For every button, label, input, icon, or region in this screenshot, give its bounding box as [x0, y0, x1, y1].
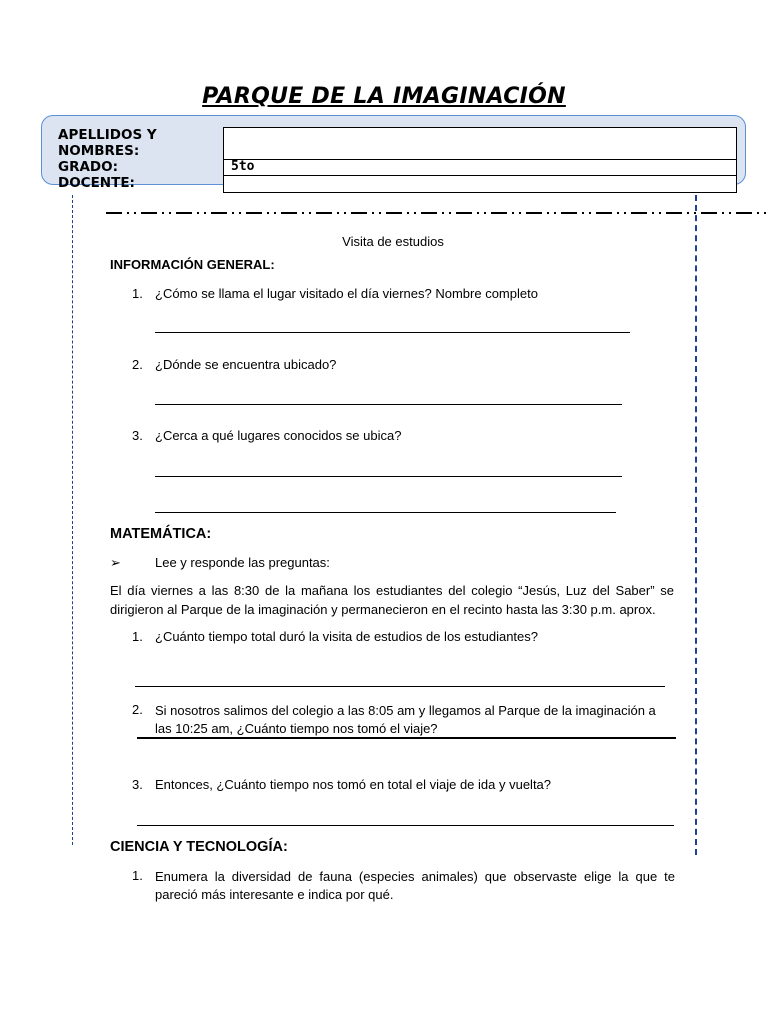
bullet-arrow-icon: ➢ — [110, 555, 121, 570]
question-text: Si nosotros salimos del colegio a las 8:05 am y llegamos al Parque de la imaginación a las 10:25 am, ¿Cuánto tiempo nos tomó el viaje? — [155, 703, 656, 736]
question-number: 2. — [132, 357, 143, 372]
answer-line[interactable] — [155, 404, 622, 405]
info-general-heading: INFORMACIÓN GENERAL: — [110, 257, 275, 272]
answer-line[interactable] — [155, 512, 616, 513]
grado-label: GRADO: — [58, 159, 119, 175]
question-number: 3. — [132, 777, 143, 792]
question-number: 1. — [132, 868, 143, 883]
right-dashed-border — [695, 195, 697, 855]
answer-line[interactable] — [155, 332, 630, 333]
answer-line[interactable] — [135, 686, 665, 687]
question-text: ¿Cómo se llama el lugar visitado el día viernes? Nombre completo — [155, 286, 538, 301]
grado-value: 5to — [231, 159, 255, 174]
instruction-text: Lee y responde las preguntas: — [155, 555, 330, 570]
top-dashdot-border — [106, 211, 768, 215]
docente-label: DOCENTE: — [58, 175, 135, 191]
question-text: Entonces, ¿Cuánto tiempo nos tomó en total el viaje de ida y vuelta? — [155, 777, 552, 792]
answer-line[interactable] — [137, 825, 674, 826]
apellidos-label-line1: APELLIDOS Y — [58, 127, 157, 143]
answer-line[interactable] — [137, 737, 676, 739]
answer-line[interactable] — [155, 476, 622, 477]
question-number: 2. — [132, 702, 143, 717]
question-number: 1. — [132, 629, 143, 644]
question-text: ¿Dónde se encuentra ubicado? — [155, 357, 337, 372]
question-number: 3. — [132, 428, 143, 443]
apellidos-label-line2: NOMBRES: — [58, 143, 140, 159]
ciencia-heading: CIENCIA Y TECNOLOGÍA: — [110, 839, 288, 855]
left-dashed-border — [72, 195, 73, 845]
problem-paragraph: El día viernes a las 8:30 de la mañana los estudiantes del colegio “Jesús, Luz del Saber” se dirigieron al Parque de la imaginación y permanecieron en el recinto hasta las 3:30 p.m. aprox. — [110, 583, 674, 617]
field-divider — [223, 175, 737, 176]
page-title: PARQUE DE LA IMAGINACIÓN — [202, 84, 566, 109]
question-text: ¿Cuánto tiempo total duró la visita de estudios de los estudiantes? — [155, 629, 539, 644]
question-number: 1. — [132, 286, 143, 301]
matematica-heading: MATEMÁTICA: — [110, 526, 212, 542]
question-text: ¿Cerca a qué lugares conocidos se ubica? — [155, 428, 402, 443]
field-divider — [223, 159, 737, 160]
question-text: Enumera la diversidad de fauna (especies animales) que observaste elige la que te pareció más interesante e indica por qué. — [155, 869, 675, 902]
student-info-fields[interactable] — [223, 127, 737, 193]
subtitle: Visita de estudios — [342, 234, 444, 249]
